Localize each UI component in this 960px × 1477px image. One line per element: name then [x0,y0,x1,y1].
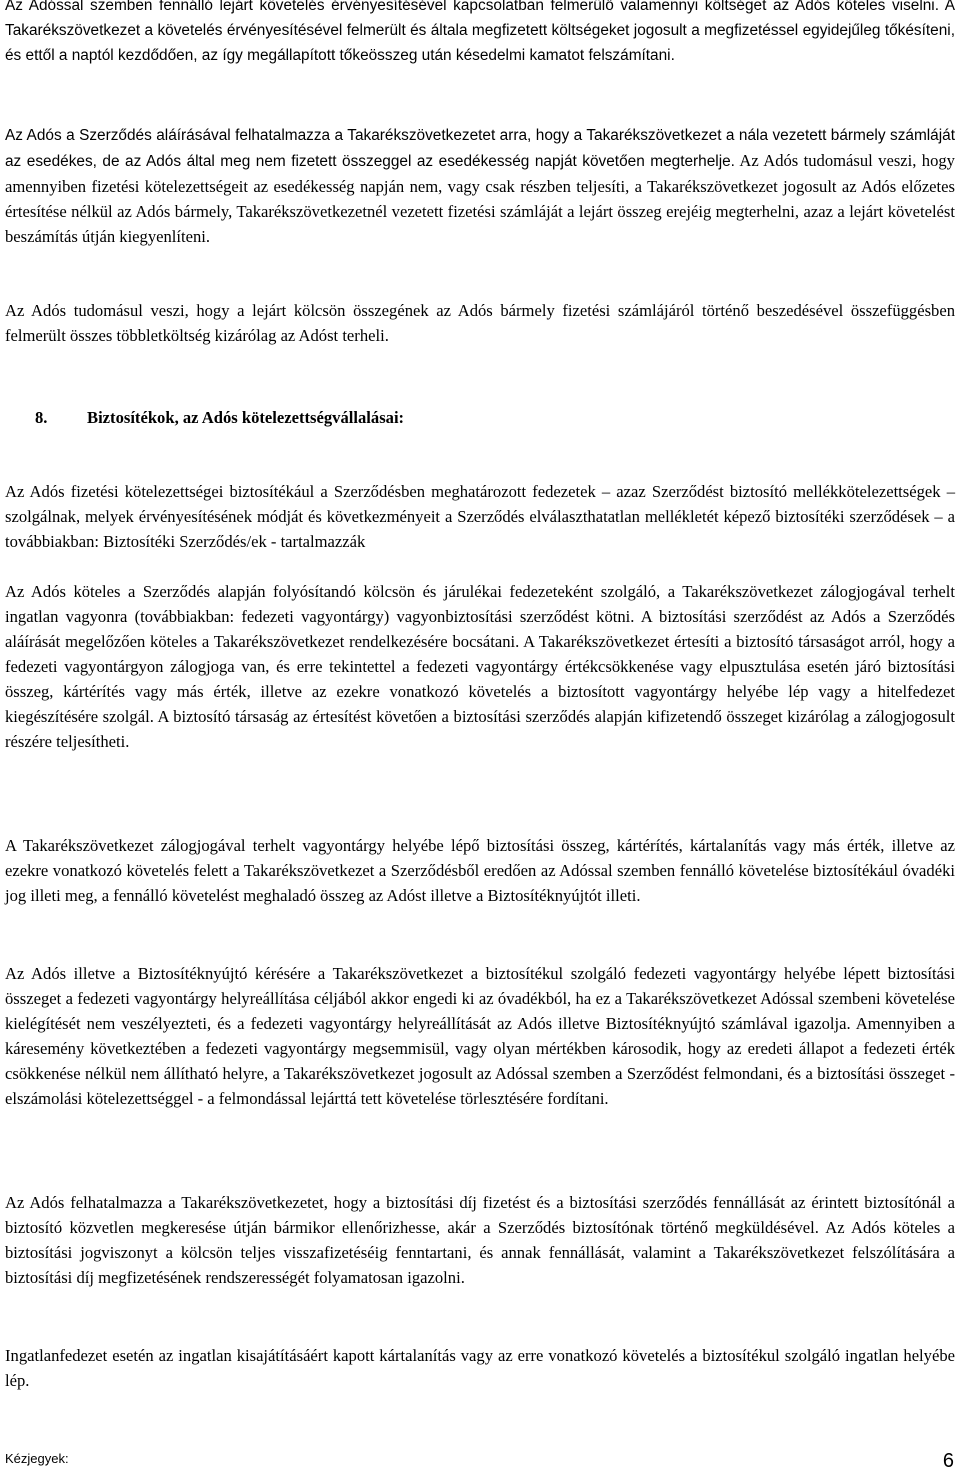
footer-signature-label: Kézjegyek: [5,1451,69,1466]
paragraph-costs: Az Adóssal szemben fennálló lejárt követelés érvényesítésével kapcsolatban felmerülő valamennyi költséget az Adós köteles viselni. A Takarékszövetkezet a követelés érvényesítésével felmerült és általa megfizetett költségeket jogosult a megfizetéssel egyidejűleg tőkésíteni, és ettől a naptól kezdődően, az így megállapított tőkeösszeg után késedelmi kamatot felszámítani. [5,0,955,64]
paragraph-securities: Az Adós fizetési kötelezettségei biztosítékául a Szerződésben meghatározott fedezetek – azaz Szerződést biztosító mellékkötelezettségek – szolgálnak, melyek érvényesítésének módját és következményeit a Szerződés elválaszthatatlan mellékletét képező biztosítéki szerződések – a továbbiakban: Biztosítéki Szerződés/ek - tartalmazzák [5,482,955,551]
section-number: 8. [35,408,48,427]
paragraph-insurance: Az Adós köteles a Szerződés alapján folyósítandó kölcsön és járulékai fedezeteként szolgáló, a Takarékszövetkezet zálogjogával terhelt ingatlan vagyonra (továbbiakban: fedezeti vagyontárgy) vagyonbiztosítási szerződést kötni. A biztosítási szerződést az Adós a Szerződés aláírását megelőzően köteles a Takarékszövetkezet rendelkezésére bocsátani. A Takarékszövetkezet értesíti a biztosító társaságot arról, hogy a fedezeti vagyontárgyon zálogjoga van, és erre tekintettel a fedezeti vagyontárgy értékcsökkenése vagy elpusztulása esetén járó biztosítási összeg, kártérítés vagy más érték, illetve az ezekre vonatkozó követelés a biztosított vagyontárgy helyébe lép vagy a hitelfedezet kiegészítésére szolgál. A biztosító társaság az értesítést követően a biztosítási szerződés alapján kifizetendő összeget kizárólag a zálogjogosult részére teljesítheti. [5,582,955,751]
paragraph-authorization-serif: Az Adós tudomásul veszi, hogy amennyiben fizetési kötelezettségeit az esedékesség napján nem, vagy csak részben teljesíti, a Takarékszövetkezet jogosult az Adós előzetes értesítése nélkül az Adós bármely, Takarékszövetkezetnél vezetett fizetési számláját a lejárt összeg erejéig megterhelni, azaz a lejárt követelést beszámítás útján kiegyenlíteni. [5,151,955,246]
paragraph-release: Az Adós illetve a Biztosítéknyújtó kérésére a Takarékszövetkezet a biztosítékul szolgáló fedezeti vagyontárgy helyébe lépett biztosítási összeget a fedezeti vagyontárgy helyreállítása céljából akkor engedi ki az óvadékból, ha ez a Takarékszövetkezet Adóssal szembeni követelése kielégítését nem veszélyezteti, és a fedezeti vagyontárgy helyreállítását az Adós illetve Biztosítéknyújtó számlával igazolja. Amennyiben a káresemény következtében a fedezeti vagyontárgy megsemmisül, vagy olyan mértékben károsodik, hogy az eredeti állapot a fedezeti érték csökkenése nélkül nem állítható helyre, a Takarékszövetkezet jogosult az Adóssal szemben a Szerződést felmondani, és a biztosítási összeget - elszámolási kötelezettséggel - a felmondással lejárttá tett követelése törlesztésére fordítani. [5,964,955,1108]
page-number: 6 [942,1450,954,1472]
section-heading [35,405,404,430]
paragraph-authorization-sans: Az Adós a Szerződés aláírásával felhatalmazza a Takarékszövetkezetet arra, hogy a Takarékszövetkezet a nála vezetett bármely számláját az esedékes, de az Adós által meg nem fizetett összeggel az esedékesség napját követően megterhelje. [5,127,955,170]
section-title: Biztosítékok, az Adós kötelezettségvállalásai: [87,408,405,427]
paragraph-pledge: A Takarékszövetkezet zálogjogával terhelt vagyontárgy helyébe lépő biztosítási összeg, kártérítés, kártalanítás vagy más érték, illetve az ezekre vonatkozó követelés felett a Takarékszövetkezet a Szerződésből eredően az Adóssal szemben fennálló követelése biztosítékául óvadéki jog illeti meg, a fennálló követelést meghaladó összeg az Adóst illetve a Biztosítéknyújtót illeti. [5,836,955,905]
paragraph-expropriation: Ingatlanfedezet esetén az ingatlan kisajátításáért kapott kártalanítás vagy az erre vonatkozó követelés a biztosítékul szolgáló ingatlan helyébe lép. [5,1346,955,1390]
paragraph-authorization [5,122,955,249]
paragraph-extra-costs: Az Adós tudomásul veszi, hogy a lejárt kölcsön összegének az Adós bármely fizetési számlájáról történő beszedésével összefüggésben felmerült összes többletköltség kizárólag az Adóst terheli. [5,301,955,345]
paragraph-premium: Az Adós felhatalmazza a Takarékszövetkezetet, hogy a biztosítási díj fizetést és a biztosítási szerződés fennállását az érintett biztosítónál a biztosító közvetlen megkeresése útján bármikor ellenőrizhesse, akár a Szerződés biztosítónak történő megküldésével. Az Adós köteles a biztosítási jogviszonyt a kölcsön teljes visszafizetéséig fenntartani, és annak fennállását, valamint a Takarékszövetkezet felszólítására a biztosítási díj megfizetésének rendszerességét folyamatosan igazolni. [5,1193,955,1287]
